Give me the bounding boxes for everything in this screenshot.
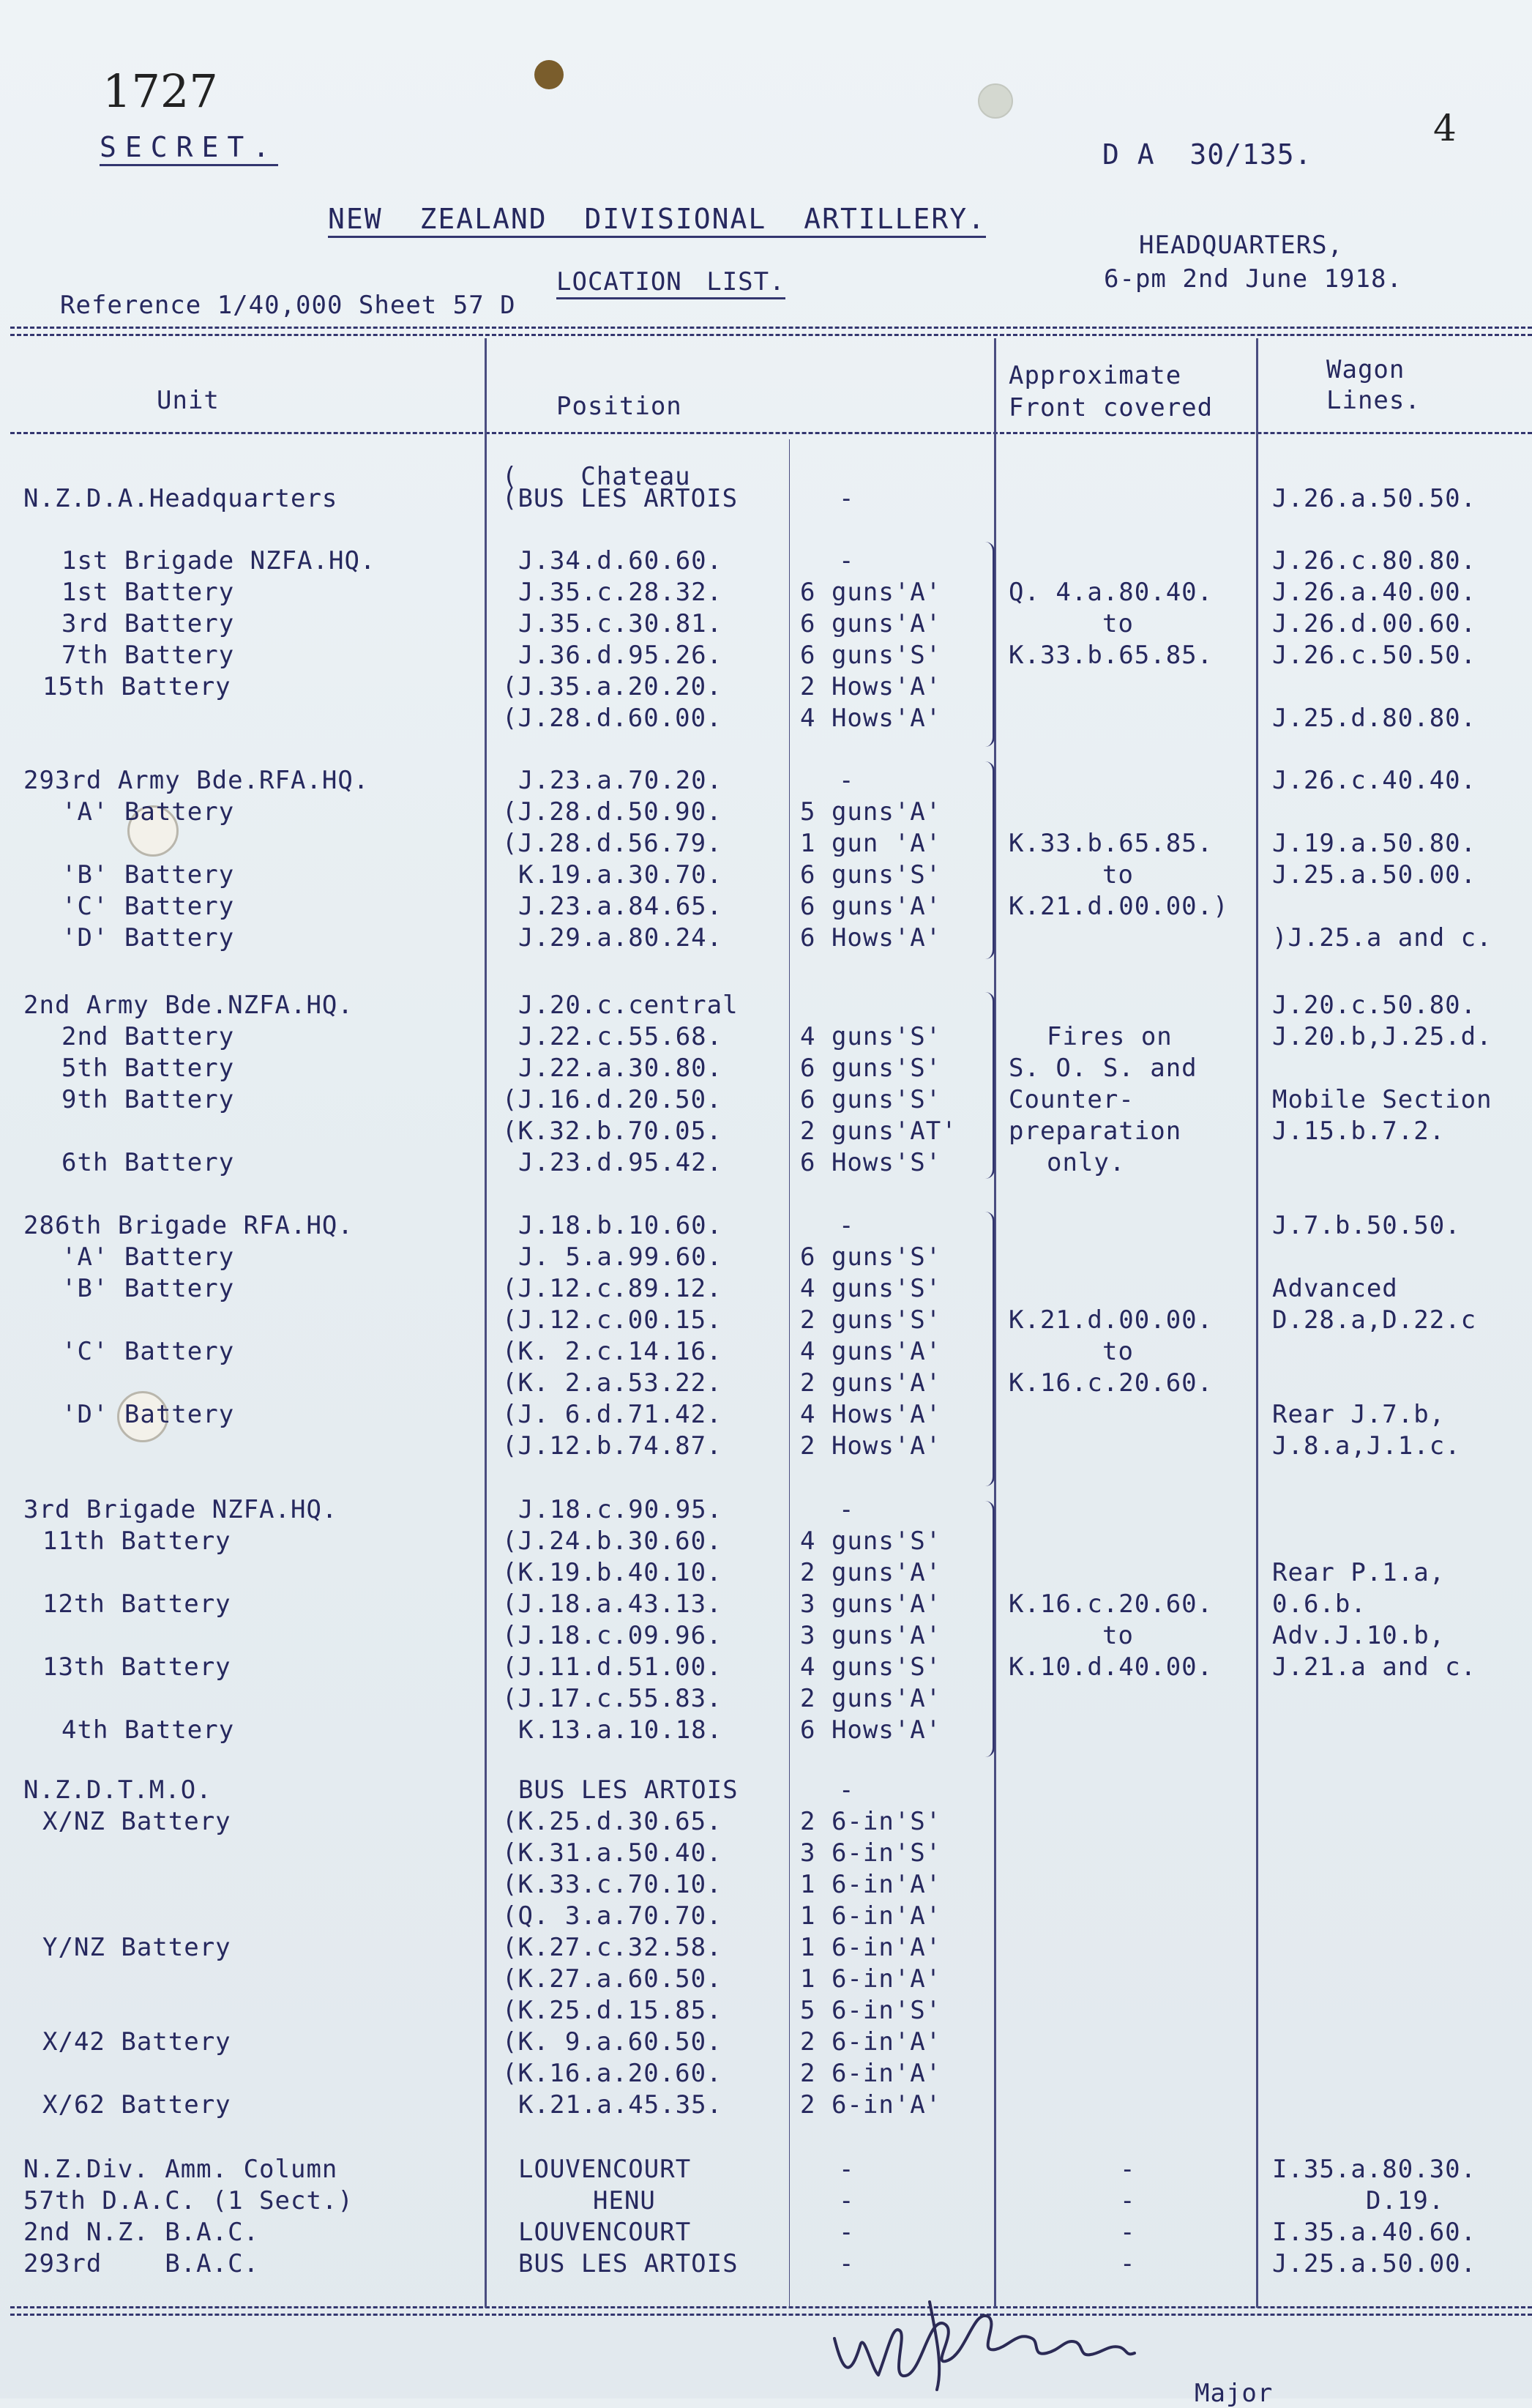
position-cell: BUS LES ARTOIS (518, 2249, 739, 2278)
document-date: 6-pm 2nd June 1918. (1104, 264, 1402, 294)
unit-cell: 'D' Battery (61, 1400, 235, 1429)
wagon-cell: I.35.a.80.30. (1272, 2155, 1477, 2184)
position-cell: (K.27.a.60.50. (502, 1964, 722, 1994)
front-cell: K.21.d.00.00.) (1009, 892, 1229, 921)
map-reference: Reference 1/40,000 Sheet 57 D (60, 291, 516, 320)
guns-cell: 6 Hows'S' (800, 1148, 942, 1177)
position-cell: (J.17.c.55.83. (502, 1684, 722, 1713)
unit-cell: 9th Battery (61, 1085, 235, 1114)
punch-hole (978, 83, 1013, 119)
guns-cell: 2 Hows'A' (800, 1431, 942, 1461)
table-row (0, 640, 1532, 671)
front-cell: - (1120, 2218, 1136, 2247)
wagon-cell: J.20.b,J.25.d. (1272, 1022, 1492, 1051)
position-cell: (K.19.b.40.10. (502, 1558, 722, 1587)
wagon-cell: I.35.a.40.60. (1272, 2218, 1477, 2247)
guns-cell: 5 guns'A' (800, 797, 942, 827)
wagon-cell: J.19.a.50.80. (1272, 829, 1477, 858)
guns-cell: 2 Hows'A' (800, 672, 942, 701)
table-row (0, 671, 1532, 702)
guns-cell: - (839, 1211, 855, 1240)
unit-cell: 'C' Battery (61, 1337, 235, 1366)
position-cell: (J.12.c.00.15. (502, 1305, 722, 1335)
unit-cell: N.Z.D.T.M.O. (23, 1775, 212, 1805)
position-cell: (J.18.a.43.13. (502, 1589, 722, 1619)
guns-cell: 3 guns'A' (800, 1589, 942, 1619)
table-row (0, 1242, 1532, 1272)
column-header-wagon: Wagon (1326, 355, 1405, 384)
unit-cell: 1st Brigade NZFA.HQ. (61, 546, 376, 575)
guns-cell: 2 guns'A' (800, 1684, 942, 1713)
position-cell: LOUVENCOURT (518, 2155, 692, 2184)
document-title: NEW ZEALAND DIVISIONAL ARTILLERY. (328, 205, 986, 238)
guns-cell: 4 guns'S' (800, 1022, 942, 1051)
table-row (0, 990, 1532, 1021)
guns-cell: 2 guns'AT' (800, 1117, 957, 1146)
unit-cell: 2nd Army Bde.NZFA.HQ. (23, 991, 354, 1020)
position-cell: (K.33.c.70.10. (502, 1870, 722, 1899)
guns-cell: 3 guns'A' (800, 1621, 942, 1650)
position-cell: (J.18.c.09.96. (502, 1621, 722, 1650)
wagon-cell: J.26.d.00.60. (1272, 609, 1477, 638)
guns-cell: 6 guns'S' (800, 641, 942, 670)
position-cell: (K. 2.a.53.22. (502, 1368, 722, 1398)
unit-cell: 5th Battery (61, 1054, 235, 1083)
unit-cell: 'B' Battery (61, 1274, 235, 1303)
wagon-cell: J.21.a and c. (1272, 1652, 1477, 1682)
guns-cell: 2 guns'S' (800, 1305, 942, 1335)
position-cell: J.22.a.30.80. (518, 1054, 723, 1083)
position-cell: J. 5.a.99.60. (518, 1242, 723, 1272)
wagon-cell: J.26.a.40.00. (1272, 578, 1477, 607)
guns-cell: 2 guns'A' (800, 1368, 942, 1398)
guns-cell: 5 6-in'S' (800, 1996, 942, 2025)
column-header-wagon: Lines. (1326, 386, 1421, 415)
document-subtitle: LOCATION LIST. (556, 269, 785, 299)
table-row (0, 703, 1532, 734)
wagon-cell: J.25.a.50.00. (1272, 860, 1477, 890)
table-row (0, 483, 1532, 514)
table-row (0, 1869, 1532, 1900)
front-cell: to (1102, 1337, 1134, 1366)
header-top-rule (10, 327, 1532, 329)
table-row (0, 1557, 1532, 1588)
guns-cell: - (839, 2155, 855, 2184)
table-row (0, 2058, 1532, 2089)
guns-cell: 2 guns'A' (800, 1558, 942, 1587)
unit-cell: 293rd B.A.C. (23, 2249, 260, 2278)
table-row (0, 1210, 1532, 1241)
position-cell: LOUVENCOURT (518, 2218, 692, 2247)
wagon-cell: J.26.c.50.50. (1272, 641, 1477, 670)
guns-cell: 6 guns'S' (800, 1085, 942, 1114)
unit-cell: 1st Battery (61, 578, 235, 607)
column-header-front: Approximate (1009, 361, 1182, 390)
table-row (0, 2217, 1532, 2248)
position-cell: J.23.a.70.20. (518, 766, 723, 795)
position-cell: (J.12.c.89.12. (502, 1274, 722, 1303)
position-cell: (K.31.a.50.40. (502, 1838, 722, 1868)
table-row (0, 860, 1532, 890)
guns-cell: 6 guns'S' (800, 860, 942, 890)
header-bottom-rule (10, 432, 1532, 434)
guns-cell: 4 Hows'A' (800, 1400, 942, 1429)
unit-cell: 293rd Army Bde.RFA.HQ. (23, 766, 370, 795)
position-cell: (J.24.b.30.60. (502, 1527, 722, 1556)
front-cell: to (1102, 860, 1134, 890)
classification: SECRET. (100, 133, 278, 166)
guns-cell: 6 guns'A' (800, 578, 942, 607)
table-row (0, 1336, 1532, 1367)
guns-cell: 4 guns'S' (800, 1527, 942, 1556)
table-row (0, 828, 1532, 859)
table-row (0, 1305, 1532, 1335)
wagon-cell: J.20.c.50.80. (1272, 991, 1477, 1020)
position-cell: K.19.a.30.70. (518, 860, 723, 890)
position-cell: J.36.d.95.26. (518, 641, 723, 670)
front-cell: to (1102, 1621, 1134, 1650)
header-top-rule (10, 334, 1532, 336)
table-row (0, 1620, 1532, 1651)
footer-rule (10, 2306, 1532, 2308)
guns-cell: 4 guns'A' (800, 1337, 942, 1366)
position-cell: J.35.c.30.81. (518, 609, 723, 638)
unit-cell: 6th Battery (61, 1148, 235, 1177)
position-cell: (J.12.b.74.87. (502, 1431, 722, 1461)
position-cell: ( Chateau (502, 462, 691, 491)
guns-cell: 1 6-in'A' (800, 1933, 942, 1962)
unit-cell: 57th D.A.C. (1 Sect.) (23, 2186, 354, 2215)
wagon-cell: Advanced (1272, 1274, 1398, 1303)
column-header-front: Front covered (1009, 393, 1214, 422)
unit-cell: 11th Battery (42, 1527, 231, 1556)
position-cell: (K. 2.c.14.16. (502, 1337, 722, 1366)
column-header-unit: Unit (157, 386, 220, 415)
position-cell: J.20.c.central (518, 991, 739, 1020)
front-cell: Counter- (1009, 1085, 1135, 1114)
unit-cell: X/42 Battery (42, 2027, 231, 2057)
guns-cell: 4 guns'S' (800, 1274, 942, 1303)
unit-cell: N.Z.Div. Amm. Column (23, 2155, 338, 2184)
wagon-cell: )J.25.a and c. (1272, 923, 1492, 953)
position-cell: J.18.c.90.95. (518, 1495, 723, 1524)
guns-cell: 2 6-in'A' (800, 2027, 942, 2057)
unit-cell: 2nd N.Z. B.A.C. (23, 2218, 260, 2247)
front-cell: Q. 4.a.80.40. (1009, 578, 1214, 607)
guns-cell: - (839, 2218, 855, 2247)
table-row (0, 1683, 1532, 1714)
table-row (0, 1368, 1532, 1398)
punch-hole (534, 60, 564, 89)
wagon-cell: J.26.a.50.50. (1272, 484, 1477, 513)
table-row (0, 1494, 1532, 1525)
wagon-cell: J.25.d.80.80. (1272, 704, 1477, 733)
position-cell: J.35.c.28.32. (518, 578, 723, 607)
table-row (0, 1806, 1532, 1837)
unit-cell: X/NZ Battery (42, 1807, 231, 1836)
guns-cell: 6 guns'S' (800, 1054, 942, 1083)
unit-cell: 3rd Battery (61, 609, 235, 638)
unit-cell: 'A' Battery (61, 797, 235, 827)
table-row (0, 1995, 1532, 2026)
table-row (0, 1526, 1532, 1557)
unit-cell: 13th Battery (42, 1652, 231, 1682)
table-row (0, 2185, 1532, 2216)
table-row (0, 2090, 1532, 2120)
reference-number: D A 30/135. (1102, 138, 1312, 171)
guns-cell: 6 guns'A' (800, 892, 942, 921)
table-row (0, 1116, 1532, 1147)
front-cell: K.16.c.20.60. (1009, 1589, 1214, 1619)
table-row (0, 2027, 1532, 2057)
position-cell: (J.11.d.51.00. (502, 1652, 722, 1682)
guns-cell: 1 6-in'A' (800, 1901, 942, 1931)
unit-cell: 4th Battery (61, 1715, 235, 1745)
unit-cell: 'B' Battery (61, 860, 235, 890)
headquarters-label: HEADQUARTERS, (1139, 231, 1344, 260)
front-cell: K.16.c.20.60. (1009, 1368, 1214, 1398)
wagon-cell: Mobile Section (1272, 1085, 1492, 1114)
position-cell: J.23.a.84.65. (518, 892, 723, 921)
unit-cell: 12th Battery (42, 1589, 231, 1619)
table-row (0, 891, 1532, 922)
position-cell: (K.27.c.32.58. (502, 1933, 722, 1962)
front-cell: preparation (1009, 1117, 1182, 1146)
file-number: 1727 (102, 64, 218, 118)
front-cell: K.21.d.00.00. (1009, 1305, 1214, 1335)
signatory-rank: Major (1195, 2379, 1274, 2408)
position-cell: (K.16.a.20.60. (502, 2059, 722, 2088)
guns-cell: 6 guns'A' (800, 609, 942, 638)
page-number: 4 (1433, 107, 1457, 149)
guns-cell: 4 guns'S' (800, 1652, 942, 1682)
guns-cell: - (839, 546, 855, 575)
guns-cell: 1 6-in'A' (800, 1870, 942, 1899)
wagon-cell: D.19. (1366, 2186, 1445, 2215)
position-cell: (J.28.d.60.00. (502, 704, 722, 733)
unit-cell: 15th Battery (42, 672, 231, 701)
guns-cell: 2 6-in'S' (800, 1807, 942, 1836)
footer-rule (10, 2314, 1532, 2316)
position-cell: K.21.a.45.35. (518, 2090, 723, 2120)
position-cell: J.22.c.55.68. (518, 1022, 723, 1051)
table-row (0, 545, 1532, 576)
wagon-cell: 0.6.b. (1272, 1589, 1367, 1619)
front-cell: K.33.b.65.85. (1009, 641, 1214, 670)
unit-cell: 'C' Battery (61, 892, 235, 921)
position-cell: (Q. 3.a.70.70. (502, 1901, 722, 1931)
position-cell: J.34.d.60.60. (518, 546, 723, 575)
guns-cell: - (839, 766, 855, 795)
position-cell: HENU (593, 2186, 656, 2215)
handwritten-signature (820, 2287, 1157, 2397)
wagon-cell: Rear P.1.a, (1272, 1558, 1446, 1587)
guns-cell: 2 6-in'A' (800, 2059, 942, 2088)
front-cell: - (1120, 2186, 1136, 2215)
table-row (0, 1431, 1532, 1461)
table-row (0, 1589, 1532, 1619)
position-cell: (K.25.d.30.65. (502, 1807, 722, 1836)
table-row (0, 1838, 1532, 1868)
table-row (0, 1273, 1532, 1304)
position-cell: J.18.b.10.60. (518, 1211, 723, 1240)
guns-cell: - (839, 1775, 855, 1805)
unit-cell: X/62 Battery (42, 2090, 231, 2120)
guns-cell: 1 gun 'A' (800, 829, 942, 858)
front-cell: only. (1047, 1148, 1126, 1177)
table-row (0, 1053, 1532, 1084)
table-row (0, 1964, 1532, 1994)
front-cell: to (1102, 609, 1134, 638)
table-row (0, 1901, 1532, 1931)
wagon-cell: J.26.c.80.80. (1272, 546, 1477, 575)
position-cell: (J.28.d.56.79. (502, 829, 722, 858)
unit-cell: Y/NZ Battery (42, 1933, 231, 1962)
front-cell: S. O. S. and (1009, 1054, 1197, 1083)
table-row (0, 1021, 1532, 1052)
guns-cell: - (839, 2186, 855, 2215)
wagon-cell: Adv.J.10.b, (1272, 1621, 1446, 1650)
table-row (0, 922, 1532, 953)
position-cell: (J.16.d.20.50. (502, 1085, 722, 1114)
unit-cell: 3rd Brigade NZFA.HQ. (23, 1495, 338, 1524)
position-cell: BUS LES ARTOIS (518, 1775, 739, 1805)
wagon-cell: J.8.a,J.1.c. (1272, 1431, 1461, 1461)
table-row (0, 1652, 1532, 1682)
guns-cell: 6 Hows'A' (800, 923, 942, 953)
guns-cell: 2 6-in'A' (800, 2090, 942, 2120)
position-cell: J.29.a.80.24. (518, 923, 723, 953)
front-cell: K.33.b.65.85. (1009, 829, 1214, 858)
table-row (0, 765, 1532, 796)
guns-cell: 4 Hows'A' (800, 704, 942, 733)
unit-cell: 'D' Battery (61, 923, 235, 953)
table-row (0, 1715, 1532, 1745)
table-row (0, 577, 1532, 608)
guns-cell: - (839, 1495, 855, 1524)
position-cell: J.23.d.95.42. (518, 1148, 723, 1177)
position-cell: (J. 6.d.71.42. (502, 1400, 722, 1429)
unit-cell: 286th Brigade RFA.HQ. (23, 1211, 354, 1240)
position-cell: (BUS LES ARTOIS (502, 484, 739, 513)
guns-cell: 6 guns'S' (800, 1242, 942, 1272)
column-header-position: Position (556, 392, 682, 421)
guns-cell: - (839, 484, 855, 513)
wagon-cell: J.15.b.7.2. (1272, 1117, 1446, 1146)
table-row (0, 797, 1532, 827)
table-row (0, 1147, 1532, 1178)
table-row (0, 1084, 1532, 1115)
front-cell: K.10.d.40.00. (1009, 1652, 1214, 1682)
guns-cell: 6 Hows'A' (800, 1715, 942, 1745)
position-cell: K.13.a.10.18. (518, 1715, 723, 1745)
table-row (0, 608, 1532, 639)
table-row (0, 1932, 1532, 1963)
table-row (0, 2154, 1532, 2185)
guns-cell: 3 6-in'S' (800, 1838, 942, 1868)
guns-cell: - (839, 2249, 855, 2278)
wagon-cell: J.7.b.50.50. (1272, 1211, 1461, 1240)
unit-cell: 7th Battery (61, 641, 235, 670)
position-cell: (K.25.d.15.85. (502, 1996, 722, 2025)
front-cell: Fires on (1047, 1022, 1173, 1051)
wagon-cell: D.28.a,D.22.c (1272, 1305, 1477, 1335)
unit-cell: 'A' Battery (61, 1242, 235, 1272)
table-row (0, 2248, 1532, 2279)
front-cell: - (1120, 2155, 1136, 2184)
table-row (0, 1399, 1532, 1430)
position-cell: (K. 9.a.60.50. (502, 2027, 722, 2057)
position-cell: (K.32.b.70.05. (502, 1117, 722, 1146)
unit-cell: 2nd Battery (61, 1022, 235, 1051)
position-cell: (J.28.d.50.90. (502, 797, 722, 827)
unit-cell: N.Z.D.A.Headquarters (23, 484, 338, 513)
guns-cell: 1 6-in'A' (800, 1964, 942, 1994)
wagon-cell: J.25.a.50.00. (1272, 2249, 1477, 2278)
wagon-cell: J.26.c.40.40. (1272, 766, 1477, 795)
position-cell: (J.35.a.20.20. (502, 672, 722, 701)
front-cell: - (1120, 2249, 1136, 2278)
table-row (0, 1775, 1532, 1805)
wagon-cell: Rear J.7.b, (1272, 1400, 1446, 1429)
